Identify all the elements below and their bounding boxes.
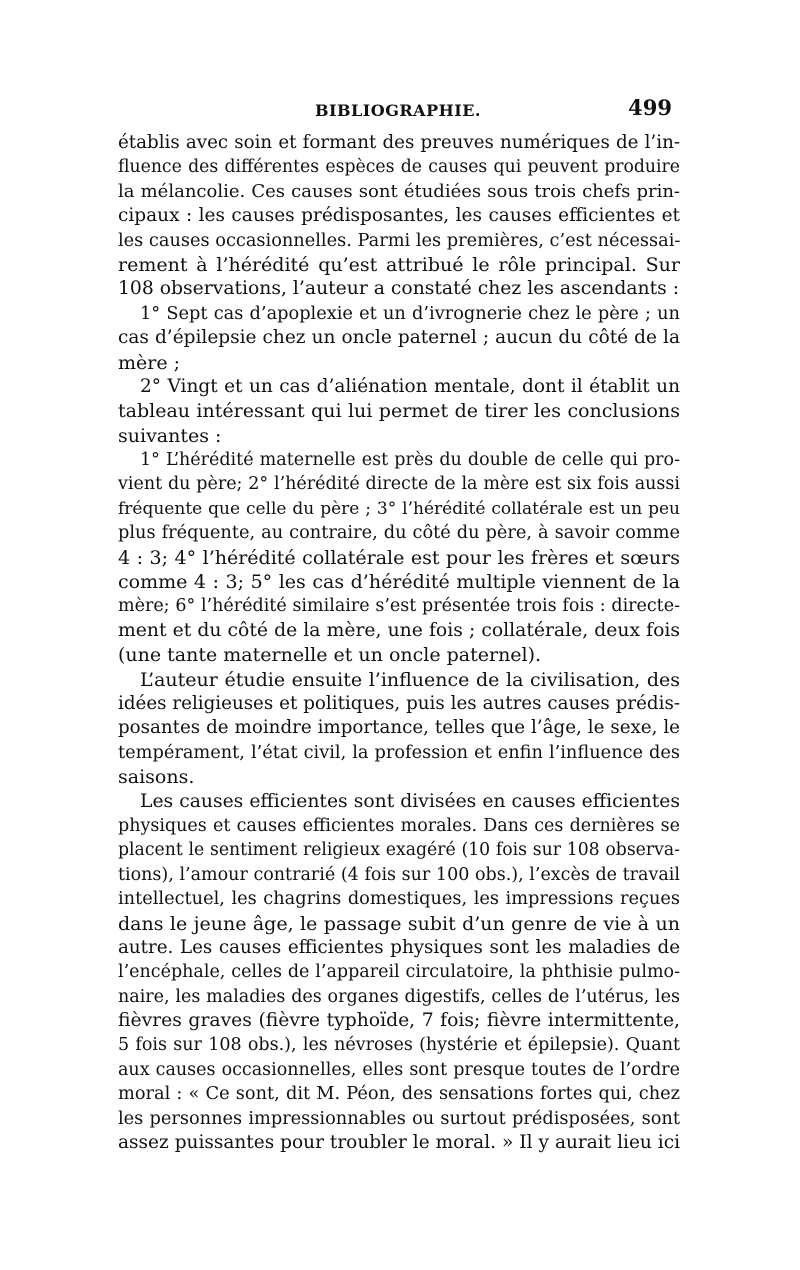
text-line: 108 observations, l’auteur a constaté chez les ascendants : (118, 278, 680, 300)
text-line: mère; 6° l’hérédité similaire s’est présentée trois fois : directe- (118, 596, 680, 617)
text-line: posantes de moindre importance, telles que l’âge, le sexe, le (118, 717, 680, 739)
text-line: tions), l’amour contrarié (4 fois sur 100 obs.), l’excès de travail (118, 864, 680, 885)
running-head (118, 95, 680, 129)
text-line: les personnes impressionnables ou surtout prédisposées, sont (118, 1108, 680, 1129)
text-line: 1° Sept cas d’apoplexie et un d’ivrognerie chez le père ; un (140, 303, 680, 324)
text-line: autre. Les causes efficientes physiques sont les maladies de (118, 936, 680, 958)
text-line: ment et du côté de la mère, une fois ; collatérale, deux fois (118, 619, 680, 641)
text-line: dans le jeune âge, le passage subit d’un genre de vie à un (118, 912, 680, 935)
running-title: BIBLIOGRAPHIE. (315, 101, 481, 120)
text-line: L’auteur étudie ensuite l’influence de la civilisation, des (140, 668, 680, 691)
text-line: saisons. (118, 766, 195, 789)
text-line: les causes occasionnelles. Parmi les premières, c’est nécessai- (118, 230, 680, 251)
text-line: (une tante maternelle et un oncle paternel). (118, 644, 542, 667)
text-line: comme 4 : 3; 5° les cas d’hérédité multiple viennent de la (118, 571, 680, 594)
text-line: intellectuel, les chagrins domestiques, les impressions reçues (118, 889, 680, 910)
text-line: fluence des différentes espèces de causes qui peuvent produire (118, 157, 680, 178)
text-line: 2° Vingt et un cas d’aliénation mentale, dont il établit un (140, 375, 680, 397)
text-line: la mélancolie. Ces causes sont étudiées sous trois chefs prin- (118, 180, 680, 202)
text-line: tempérament, l’état civil, la profession et enfin l’influence des (118, 742, 680, 763)
text-line: établis avec soin et formant des preuves numériques de l’in- (118, 132, 680, 153)
text-line: cas d’épilepsie chez un oncle paternel ; aucun du côté de la (118, 327, 680, 349)
page-number: 499 (628, 95, 672, 120)
text-line: fièvres graves (fièvre typhoïde, 7 fois; fièvre intermittente, (118, 1010, 680, 1032)
text-line: suivantes : (118, 424, 222, 447)
text-line: moral : « Ce sont, dit M. Péon, des sensations fortes qui, chez (118, 1084, 680, 1105)
text-line: fréquente que celle du père ; 3° l’hérédité collatérale est un peu (118, 498, 680, 519)
text-line: Les causes efficientes sont divisées en causes efficientes (140, 790, 680, 812)
text-line: 4 : 3; 4° l’hérédité collatérale est pour les frères et sœurs (118, 546, 680, 569)
body-text (118, 131, 680, 1155)
text-line: cipaux : les causes prédisposantes, les causes efficientes et (118, 205, 680, 227)
text-line: tableau intéressant qui lui permet de tirer les conclusions (118, 400, 680, 423)
text-line: naire, les maladies des organes digestifs, celles de l’utérus, les (118, 986, 680, 1007)
text-line: l’encéphale, celles de l’appareil circulatoire, la phthisie pulmo- (118, 962, 680, 983)
text-line: aux causes occasionnelles, elles sont presque toutes de l’ordre (118, 1059, 680, 1080)
text-line: idées religieuses et politiques, puis les autres causes prédis- (118, 692, 680, 714)
text-line: rement à l’hérédité qu’est attribué le rôle principal. Sur (118, 253, 680, 276)
text-line: physiques et causes efficientes morales. Dans ces dernières se (118, 815, 680, 836)
text-line: mère ; (118, 351, 181, 374)
text-line: vient du père; 2° l’hérédité directe de la mère est six fois aussi (118, 474, 680, 495)
text-line: placent le sentiment religieux exagéré (10 fois sur 108 observa- (118, 840, 680, 861)
text-line: assez puissantes pour troubler le moral. » Il y aurait lieu ici (118, 1132, 680, 1154)
text-line: plus fréquente, au contraire, du côté du père, à savoir comme (118, 523, 680, 544)
text-line: 5 fois sur 108 obs.), les névroses (hystérie et épilepsie). Quant (118, 1035, 680, 1056)
text-line: 1° L’hérédité maternelle est près du double de celle qui pro- (140, 450, 680, 471)
